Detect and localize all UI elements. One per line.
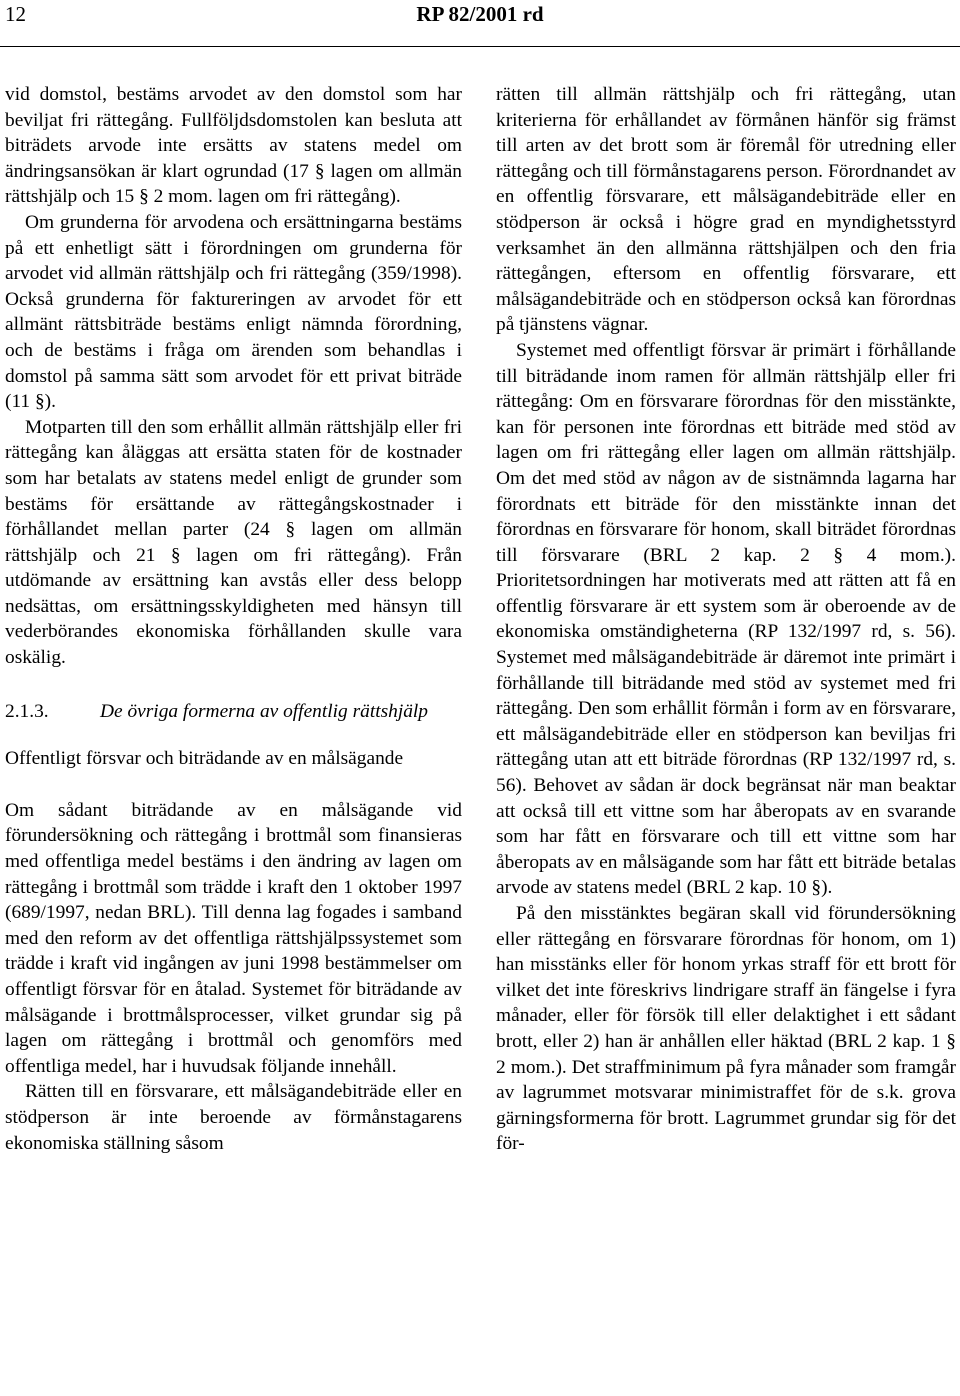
subheading: Offentligt försvar och biträdande av en målsägande [5, 748, 404, 770]
paragraph: Om sådant biträdande av en målsägande vid förundersökning och rättegång i brottmål som finansieras med offentliga medel bestäms i den ändring av lagen om rättegång i brottmål som trädde i kraft den 1 oktober 1997 (689/1997, nedan BRL). Till denna lag fogades i samband med den reform av det offentliga rättshjälpssystemet som trädde i kraft vid ingången av juni 1998 bestämmelser om offentligt försvar för en åtalad. Systemet för biträdande av målsägande i brottmålsprocesser, vilket grundar sig på lagen om rättegång i brottmål och genomförs med offentliga medel, har i huvudsak följande innehåll. [5, 799, 462, 1077]
page-number: 12 [5, 2, 26, 26]
header-divider [0, 46, 960, 47]
paragraph: Om grunderna för arvodena och ersättningarna bestäms på ett enhetligt sätt i förordningen om grunderna för arvodet vid allmän rättshjälp och fri rättegång (359/1998). Också grunderna för faktureringen av arvodet för ett allmänt rättsbiträde bestäms enligt nämnda förordning, och de bestäms i fråga om ärenden som behandlas i domstol på samma sätt som arvodet för ett privat biträde (11 §). [5, 211, 462, 413]
paragraph: På den misstänktes begäran skall vid förundersökning eller rättegång en försvarare förordnas för honom, om 1) han misstänks eller för honom yrkas straff för ett brott för vilket det inte föreskrivs lindrigare straff än fängelse i fyra månader, eller för försök till eller delaktighet i ett sådant brott, eller 2) han är anhållen eller häktad (BRL 2 kap. 1 § 2 mom.). Det straffminimum på fyra månader som framgår av lagrummet motsvarar minimistraffet för de s.k. grova gärningsformerna för brott. Lagrummet grundar sig för det för- [496, 903, 956, 1155]
document-id: RP 82/2001 rd [416, 2, 544, 26]
paragraph: Motparten till den som erhållit allmän rättshjälp eller fri rättegång kan åläggas att ersätta staten för de kostnader som har betalats av statens medel enligt de grunder som bestäms för ersättande av rättegångskostnader i förhållandet mellan parter (24 § lagen om allmän rättshjälp och 21 § lagen om fri rättegång). Från utdömande av ersättning kan avstås eller dess belopp nedsättas, om ersättningsskyldigheten med hänsyn till vederbörandes ekonomiska förhållanden skulle vara oskälig. [5, 416, 462, 669]
paragraph: rätten till allmän rättshjälp och fri rättegång, utan kriterierna för erhållandet av förmånen hänför sig främst till arten av det brott som är föremål för utredning eller rättegång och till förmånstagarens person. Förordnandet av en offentlig försvarare, ett målsägandebiträde eller en stödperson är också i högre grad en myndighetsstyrd verksamhet än den allmänna rättshjälpen och den fria rättegången, eftersom en offentlig försvarare, ett målsägandebiträde och en stödperson också kan förordnas på tjänstens vägnar. [496, 84, 956, 336]
section-heading [5, 699, 462, 725]
left-column [5, 82, 462, 1156]
paragraph: Rätten till en försvarare, ett målsägandebiträde eller en stödperson är inte beroende av förmånstagarens ekonomiska ställning såsom [5, 1081, 462, 1154]
section-title: De övriga formerna av offentlig rättshjälp [100, 700, 429, 722]
paragraph: Systemet med offentligt försvar är primärt i förhållande till biträdande inom ramen för allmän rättshjälp eller fri rättegång: Om en försvarare förordnas för den misstänkte, kan för personen inte förordnas ett biträde med stöd av lagen om fri rättegång eller lagen om allmän rättshjälp. Om det med stöd av någon av de sistnämnda lagarna har förordnats ett biträde för den misstänkte innan det förordnas en försvarare för honom, skall biträdet förordnas till försvarare (BRL 2 kap. 2 § 4 mom.). Prioritetsordningen har motiverats med att rätten att få en offentlig försvarare är ett system som är oberoende av de ekonomiska omständigheterna (RP 132/1997 rd, s. 56). Systemet med målsägandebiträde är däremot inte primärt i förhållande till biträdande med stöd av systemet med fri rättegång. Den som erhållit förmån i form av en försvarare, ett målsägandebiträde eller en stödperson kan beviljas fri rättegång utan att ett biträde förordnas (RP 132/1997 rd, s. 56). Behovet av sådan är dock begränsat när man beaktar att också till ett vittne som har åberopats av en svarande som har fått en försvarare och till ett vittne som har åberopats av en målsägande som har fått ett biträde betalas arvode av statens medel (BRL 2 kap. 10 §). [496, 339, 956, 899]
right-column [496, 82, 956, 1157]
page-header [0, 0, 960, 38]
paragraph: vid domstol, bestäms arvodet av den domstol som har beviljat fri rättegång. Fullföljdsdomstolen kan besluta att biträdets arvode inte ersätts av statens medel om ändringsansökan är klart ogrundad (17 § lagen om allmän rättshjälp och 15 § 2 mom. lagen om fri rättegång). [5, 84, 462, 208]
section-number: 2.1.3. [5, 700, 49, 722]
